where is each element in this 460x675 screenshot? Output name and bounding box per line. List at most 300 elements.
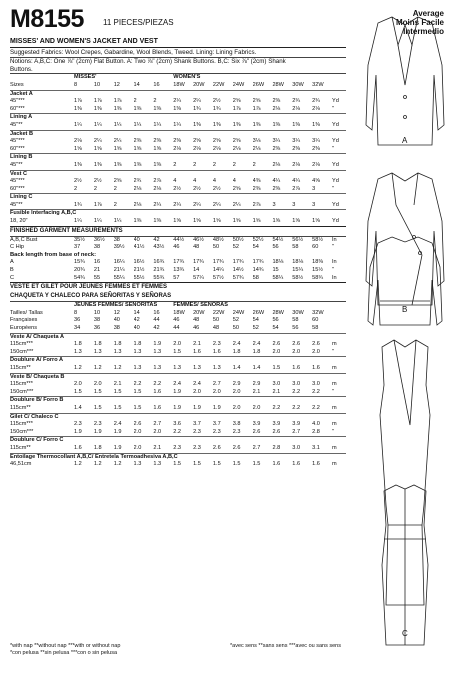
back-cell: 17¾ [212,259,224,266]
en-cell: 1⅜ [74,105,82,112]
pieces-count: 11 PIECES/PIEZAS [103,18,174,27]
fr-cell: 2.0 [272,348,281,355]
finished-unit: " [332,244,334,251]
en-cell: 1⅞ [93,201,102,208]
fr-cell: 1.6 [212,348,221,355]
fr-cell: 1.5 [252,461,261,468]
back-row-label: B [10,267,14,274]
fr-row-label: 150cm*** [10,348,34,355]
view-label-c: C [402,629,408,638]
size-group-spacer [10,74,74,82]
fr-cell: 2.6 [272,428,281,435]
fr-cell: 2.6 [272,341,281,348]
fr-cell: 2.6 [232,444,241,451]
fr-size-cell: 24W [232,309,245,316]
fr-unit: m [332,461,337,468]
en-cell: 2 [252,161,256,168]
fr-title-2: CHAQUETA Y CHALECO PARA SEÑORITAS Y SEÑORAS [10,292,346,302]
fr-cell: 1.9 [212,404,221,411]
fr-row [10,429,346,437]
finished-cell: 44½ [173,236,185,243]
fr-unit: m [332,444,337,451]
fr-size-row [10,310,346,318]
en-cell: 2¼ [212,201,221,208]
size-cell: 22W [212,81,225,88]
en-cell: 1¼ [74,121,82,128]
fr-size-cell: 42 [153,325,160,331]
back-cell: 54¾ [74,274,85,281]
en-cell: 2⅝ [232,185,241,192]
fr-row-label: 115cm*** [10,341,33,348]
en-cell: 2⅛ [232,145,241,152]
back-cell: 58¾ [312,274,324,281]
en-cell: 1⅝ [272,218,281,225]
sizes-row [10,82,346,90]
fr-cell: 2.1 [193,341,201,348]
yardage-table-en [10,74,346,225]
size-cell: 16 [153,81,160,88]
en-cell: 1⅜ [173,105,181,112]
fr-unit: m [332,421,337,428]
back-cell: 16¾ [153,259,165,266]
fr-cell: 2.6 [212,444,221,451]
fr-cell: 1.6 [312,364,320,371]
fr-row [10,421,346,429]
fr-cell: 2.0 [74,381,82,388]
size-cell: 28W [272,81,284,88]
en-row [10,130,346,138]
en-cell: 1¼ [74,218,82,225]
back-cell: 18⅜ [312,259,324,266]
en-cell: 2⅜ [133,138,142,145]
fr-cell: 1.4 [232,364,241,371]
back-cell: 14¼ [212,267,224,274]
fr-cell: 2.7 [252,444,261,451]
size-group-header [10,74,346,82]
en-row [10,122,346,130]
fr-row-label: 115cm** [10,364,31,371]
fr-size-cell: 36 [93,325,101,331]
fr-cell: 1.9 [74,428,82,435]
finished-cell: 50½ [232,236,244,243]
finished-cell: 54½ [272,236,284,243]
fr-row [10,357,346,365]
size-cell: 32W [312,81,324,88]
en-cell: 2⅛ [74,138,82,145]
fr-cell: 2.2 [292,388,301,395]
size-group-misses: MISSES' [74,74,97,81]
fr-cell: 2.4 [173,381,181,388]
size-cell: 12 [113,81,120,88]
fr-unit: m [332,364,337,371]
fr-size-label: Européens [10,325,38,331]
back-cell: 15 [272,267,279,274]
en-cell: 2¼ [173,98,181,105]
fr-row [10,341,346,349]
en-section-label: Jacket B [10,130,34,137]
en-cell: 2 [133,98,137,105]
fr-cell: 2.4 [232,341,241,348]
fr-cell: 2.6 [312,341,320,348]
back-cell: 21½ [133,267,145,274]
fr-cell: 1.2 [93,364,102,371]
en-cell: 2 [232,161,236,168]
en-row-label: 60"*** [10,105,25,112]
en-cell: 2⅝ [232,138,241,145]
finished-cell: 38 [113,236,120,243]
en-row [10,106,346,114]
en-cell: 2½ [93,178,102,185]
finished-measurements-title: FINISHED GARMENT MEASUREMENTS [10,226,346,237]
pattern-number: M8155 [10,5,84,33]
fr-size-cell: 40 [113,317,120,324]
finished-cell: 36½ [93,236,105,243]
en-unit: Yd [332,121,339,128]
back-cell: 20¾ [74,267,85,274]
en-cell: 2½ [173,185,181,192]
fr-cell: 1.3 [133,364,142,371]
en-cell: 2⅞ [292,185,301,192]
size-cell: 26W [252,81,265,88]
finished-cell: 52½ [252,236,264,243]
en-cell: 2⅜ [272,98,281,105]
en-row-label: 18, 20" [10,218,28,225]
fr-cell: 1.5 [133,388,142,395]
fr-cell: 2.2 [173,428,181,435]
en-cell: 1⅜ [153,105,162,112]
fr-cell: 2.8 [272,444,281,451]
en-cell: 2 [212,161,217,168]
fr-cell: 1.8 [93,444,102,451]
fr-unit: " [332,428,334,435]
sizes-label: Sizes [10,81,24,88]
finished-cell: 37 [74,244,81,251]
finished-cell: 58 [292,244,299,251]
back-cell: 55½ [133,274,145,281]
en-cell: 1⅞ [93,98,102,105]
fr-row [10,365,346,373]
fr-cell: 1.3 [133,461,142,468]
fr-cell: 2.2 [292,404,301,411]
fr-row [10,333,346,341]
en-cell: 1⅝ [312,218,320,225]
fr-cell: 1.3 [74,348,82,355]
en-cell: 2⅜ [252,185,261,192]
fr-size-cell: 38 [93,317,101,324]
fr-cell: 1.2 [113,364,122,371]
en-cell: 2⅛ [133,201,142,208]
vest-c-back-sketch [382,485,428,645]
view-label-b: B [402,305,408,314]
fr-unit: m [332,404,337,411]
size-group-spacer [332,74,346,82]
fr-size-label: Tailles/ Tallas [10,309,43,316]
en-row [10,98,346,106]
fr-size-cell: 44 [173,325,180,331]
en-cell: 1⅜ [133,218,142,225]
fr-row-label: 115cm*** [10,381,33,388]
fr-size-cell: 32W [312,309,324,316]
fr-cell: 2.6 [292,341,301,348]
en-cell: 2¾ [312,98,320,105]
en-cell: 2¼ [232,201,241,208]
suggested-fabrics: Suggested Fabrics: Wool Crepes, Gabardine, Wool Blends, Tweed. Lining: Lining Fabrics. [10,48,346,59]
fr-cell: 2.6 [133,421,142,428]
en-cell: 3¼ [312,138,320,145]
fr-size-cell: 14 [133,309,140,316]
en-row [10,138,346,146]
finished-cell: 39½ [113,244,125,251]
en-cell: 1⅜ [93,161,102,168]
yardage-table-fr [10,302,346,468]
fr-cell: 3.0 [312,381,320,388]
en-row-label: 45"** [10,121,23,128]
size-group-womens: WOMEN'S [173,74,201,81]
fr-cell: 1.9 [173,404,181,411]
fr-row-label: 150cm*** [10,428,34,435]
en-cell: 2⅝ [193,138,201,145]
en-cell: 2¾ [292,98,301,105]
en-section-label: Jacket A [10,90,33,97]
fr-size-unit [332,310,346,318]
fr-cell: 2.0 [133,444,142,451]
en-cell: 2¾ [133,178,142,185]
en-row [10,162,346,170]
fr-size-cell: 10 [93,309,101,316]
level-es: Intermedio [403,27,444,36]
fr-size-unit [332,317,346,325]
fr-cell: 1.9 [153,341,162,348]
en-cell: 3 [292,201,296,208]
fr-size-cell: 18W [173,309,185,316]
en-unit: Yd [332,98,339,105]
fr-size-cell: 52 [232,317,239,324]
en-cell: 1⅝ [252,218,261,225]
back-cell: 15½ [312,267,324,274]
en-cell: 3¼ [272,138,281,145]
fr-cell: 2.0 [212,388,221,395]
fr-cell: 1.3 [113,348,122,355]
back-cell: 17¾ [193,259,204,266]
fr-cell: 1.5 [272,364,281,371]
back-cell: 55 [93,274,101,281]
fr-section-label: Veste B/ Chaqueta B [10,373,65,380]
back-cell: 14¾ [252,267,264,274]
back-cell: 16¼ [113,259,125,266]
en-cell: 2 [173,161,177,168]
finished-cell: 35½ [74,236,85,243]
fr-cell: 2.3 [74,421,82,428]
fr-row [10,461,346,469]
en-cell: 2 [193,161,197,168]
back-cell: 14½ [232,267,244,274]
fr-cell: 2.9 [252,381,261,388]
fr-row-label: 46,51cm [10,461,32,468]
fr-cell: 1.5 [93,404,102,411]
en-cell: 2⅛ [312,105,320,112]
en-cell: 2⅜ [153,138,162,145]
en-cell: 2⅝ [232,98,241,105]
level-en: Average [412,9,444,18]
en-cell: 2⅜ [173,138,181,145]
finished-cell: 38 [93,244,101,251]
fr-cell: 1.9 [173,388,181,395]
fr-size-cell: 54 [252,317,259,324]
en-cell: 1⅜ [153,161,162,168]
en-row [10,218,346,226]
fr-row-label: 115cm** [10,404,31,411]
en-row [10,114,346,122]
en-section-label: Lining A [10,114,33,121]
en-cell: 2⅛ [193,145,201,152]
fr-cell: 2.0 [133,428,142,435]
en-cell: 1⅝ [193,218,201,225]
en-cell: 1⅞ [74,98,82,105]
en-cell: 1¾ [212,105,221,112]
back-length-title: Back length from base of neck: [10,251,97,258]
fr-cell: 2.3 [212,428,221,435]
en-unit: " [332,105,334,112]
finished-cell: 50 [212,244,220,251]
fr-section-label: Gilet C/ Chaleco C [10,413,59,420]
fr-cell: 2.3 [173,444,181,451]
size-cell: 30W [292,81,304,88]
fr-cell: 2.2 [153,381,162,388]
en-cell: 2⅝ [113,178,122,185]
back-row-label: A [10,259,14,266]
fr-cell: 2.7 [153,421,162,428]
fr-size-cell: 16 [153,309,160,316]
fr-cell: 2.1 [252,388,261,395]
en-unit: Yd [332,138,339,145]
fr-cell: 1.5 [173,348,181,355]
en-cell: 2⅝ [252,98,261,105]
finished-cell: 42 [153,236,160,243]
en-row-label: 45"*** [10,138,25,145]
fr-cell: 2.1 [272,388,281,395]
back-row [10,267,346,275]
fr-cell: 2.3 [232,428,241,435]
finished-row-label: C Hip [10,244,24,251]
size-cell: 10 [93,81,101,88]
en-row [10,210,346,218]
fr-size-cell: 26W [252,309,265,316]
fr-cell: 2.7 [292,428,301,435]
back-length-table [10,259,346,282]
back-cell: 21¾ [153,267,165,274]
fr-row [10,445,346,453]
fr-cell: 1.2 [74,461,82,468]
fr-cell: 2.0 [193,388,201,395]
en-cell: 4 [232,178,236,185]
en-cell: 1⅝ [173,218,181,225]
fr-size-cell: 46 [193,325,200,331]
en-unit: Yd [332,161,339,168]
en-row-label: 45"*** [10,98,25,105]
en-cell: 2¼ [93,138,102,145]
en-cell: 3 [312,185,316,192]
en-cell: 2⅛ [292,161,301,168]
finished-cell: 41½ [133,244,145,251]
fr-cell: 3.0 [292,444,301,451]
finished-cell: 48½ [212,236,224,243]
en-cell: 2⅞ [153,178,162,185]
fr-cell: 2.3 [212,341,221,348]
back-cell: 18⅛ [272,259,284,266]
en-cell: 2¼ [173,201,181,208]
en-unit: " [332,185,334,192]
fr-cell: 1.3 [193,364,201,371]
fr-cell: 1.5 [74,388,82,395]
fr-size-cell: 46 [173,317,180,324]
en-row [10,178,346,186]
back-cell: 55¾ [153,274,165,281]
en-unit: Yd [332,201,339,208]
en-row [10,146,346,154]
en-row [10,154,346,162]
en-cell: 1⅜ [272,121,281,128]
fr-cell: 2.3 [193,428,201,435]
back-unit: " [332,267,334,274]
fr-cell: 2.1 [113,381,122,388]
fr-cell: 2.9 [232,381,241,388]
fr-cell: 4.0 [312,421,320,428]
en-cell: 1⅜ [153,218,162,225]
fr-cell: 1.8 [133,341,142,348]
fr-cell: 2.1 [153,444,162,451]
en-cell: 1¾ [74,201,82,208]
level-fr: Moins Facile [395,18,444,27]
fr-cell: 1.4 [252,364,261,371]
fr-cell: 1.6 [312,461,320,468]
en-cell: 1¾ [193,105,201,112]
en-cell: 1⅝ [113,145,122,152]
en-row [10,194,346,202]
back-cell: 13¾ [173,267,185,274]
fr-cell: 2.0 [292,348,301,355]
en-cell: 1¼ [133,121,142,128]
fr-size-cell: 34 [74,325,81,331]
fr-cell: 3.6 [173,421,181,428]
fr-cell: 2.0 [312,348,320,355]
en-cell: 4¼ [272,178,281,185]
finished-cell: 56 [272,244,279,251]
fr-row [10,405,346,413]
fr-cell: 1.9 [193,404,201,411]
fr-group-header [10,302,346,310]
fr-cell: 2.0 [252,404,261,411]
en-row-label: 45"** [10,201,23,208]
finished-cell: 52 [232,244,239,251]
en-cell: 2⅜ [272,145,281,152]
fr-size-cell: 58 [292,317,299,324]
fr-cell: 1.3 [153,348,162,355]
fr-cell: 1.4 [74,404,82,411]
footnote-en: *with nap **without nap ***with or without nap [10,643,121,649]
fr-row [10,437,346,445]
fr-cell: 2.4 [252,341,261,348]
en-cell: 1⅜ [193,121,201,128]
en-cell: 2⅛ [312,161,320,168]
fr-cell: 1.9 [113,444,122,451]
back-cell: 17¾ [252,259,264,266]
size-cell: 14 [133,81,140,88]
back-cell: 18⅛ [292,259,304,266]
fr-cell: 1.6 [292,461,301,468]
back-cell: 21¼ [113,267,125,274]
finished-cell: 54 [252,244,259,251]
fr-cell: 1.6 [153,404,162,411]
